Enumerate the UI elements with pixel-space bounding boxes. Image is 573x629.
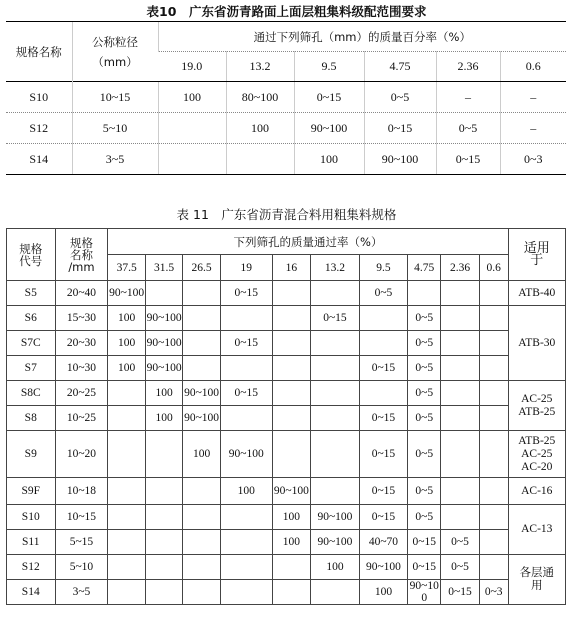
- passing-value: [272, 431, 311, 478]
- sieve-size-header: 37.5: [108, 255, 145, 281]
- passing-value: [441, 431, 480, 478]
- passing-value: [441, 356, 480, 381]
- passing-value: 100: [183, 431, 220, 478]
- sieve-size-header: 9.5: [359, 255, 408, 281]
- spec-code: S9F: [7, 478, 56, 505]
- passing-value: –: [500, 113, 566, 144]
- passing-value: [272, 331, 311, 356]
- applicable-mix: AC-25 ATB-25: [508, 381, 565, 431]
- nominal-size: 5~10: [72, 113, 158, 144]
- sieve-size-header: 19: [220, 255, 272, 281]
- sieve-size-header: 4.75: [364, 52, 436, 82]
- spec-code: S9: [7, 431, 56, 478]
- passing-value: 0~15: [408, 555, 441, 580]
- spec-code: S11: [7, 530, 56, 555]
- passing-value: [359, 331, 408, 356]
- sieve-size-header: 2.36: [436, 52, 500, 82]
- table-row: [7, 406, 566, 431]
- passing-value: [226, 144, 294, 175]
- passing-value: [479, 530, 508, 555]
- passing-value: [183, 505, 220, 530]
- passing-value: [183, 306, 220, 331]
- passing-value: 0~15: [220, 381, 272, 406]
- passing-value: [158, 113, 226, 144]
- spec-code: S5: [7, 281, 56, 306]
- passing-value: [183, 331, 220, 356]
- passing-value: 0~5: [408, 356, 441, 381]
- passing-value: [479, 281, 508, 306]
- passing-value: 0~5: [408, 306, 441, 331]
- passing-value: [220, 555, 272, 580]
- passing-value: [479, 306, 508, 331]
- size-name: 10~25: [55, 406, 108, 431]
- passing-value: [441, 306, 480, 331]
- table10-title: 表10 广东省沥青路面上面层粗集料级配范围要求: [146, 4, 427, 19]
- passing-value: 0~5: [408, 381, 441, 406]
- size-name: 10~30: [55, 356, 108, 381]
- passing-value: [108, 530, 145, 555]
- passing-value: [220, 530, 272, 555]
- passing-value: [145, 580, 182, 605]
- passing-value: 100: [226, 113, 294, 144]
- passing-value: 100: [294, 144, 364, 175]
- passing-value: 0~15: [436, 144, 500, 175]
- sieve-size-header: 26.5: [183, 255, 220, 281]
- passing-value: 90~100: [183, 381, 220, 406]
- table-row: [6, 144, 566, 175]
- passing-value: [108, 478, 145, 505]
- passing-value: 0~3: [500, 144, 566, 175]
- passing-value: 0~5: [364, 82, 436, 113]
- passing-value: 100: [272, 530, 311, 555]
- passing-value: [272, 555, 311, 580]
- passing-value: [311, 580, 360, 605]
- passing-value: 100: [108, 306, 145, 331]
- size-name: 20~30: [55, 331, 108, 356]
- passing-value: [441, 381, 480, 406]
- table-row: [7, 331, 566, 356]
- applicable-mix: 各层通 用: [508, 555, 565, 605]
- passing-value: [311, 478, 360, 505]
- passing-value: 90~100: [409, 580, 439, 604]
- header-passing-percent: 通过下列筛孔（mm）的质量百分率（%）: [158, 22, 566, 52]
- size-name: 20~40: [55, 281, 108, 306]
- applicable-mix: ATB-25 AC-25 AC-20: [508, 431, 565, 478]
- sieve-size-header: 2.36: [441, 255, 480, 281]
- table-row: [6, 82, 566, 113]
- table10: [6, 21, 566, 175]
- header-size-name: 规格 名称 /mm: [55, 229, 108, 281]
- passing-value: [272, 406, 311, 431]
- passing-value: 90~100: [311, 530, 360, 555]
- table-row: [7, 281, 566, 306]
- sieve-size-header: 9.5: [294, 52, 364, 82]
- passing-value: [220, 306, 272, 331]
- passing-value: [479, 505, 508, 530]
- passing-value: 90~100: [364, 144, 436, 175]
- passing-value: 0~15: [220, 281, 272, 306]
- passing-value: 100: [311, 555, 360, 580]
- passing-value: [311, 281, 360, 306]
- passing-value: [479, 555, 508, 580]
- passing-value: [108, 505, 145, 530]
- passing-value: 0~15: [408, 530, 441, 555]
- passing-value: [479, 478, 508, 505]
- passing-value: [108, 580, 145, 605]
- passing-value: 90~100: [359, 555, 408, 580]
- passing-value: 0~15: [311, 306, 360, 331]
- passing-value: [479, 381, 508, 406]
- size-name: 20~25: [55, 381, 108, 406]
- passing-value: [479, 331, 508, 356]
- table11: [6, 228, 566, 605]
- passing-value: 100: [145, 381, 182, 406]
- passing-value: [108, 431, 145, 478]
- sieve-size-header: 0.6: [479, 255, 508, 281]
- passing-value: –: [436, 82, 500, 113]
- passing-value: [272, 306, 311, 331]
- passing-value: 0~15: [441, 580, 480, 605]
- passing-value: –: [500, 82, 566, 113]
- spec-code: S10: [7, 505, 56, 530]
- spec-name: S10: [6, 82, 72, 113]
- passing-value: [145, 505, 182, 530]
- passing-value: [183, 356, 220, 381]
- passing-value: 0~5: [408, 478, 441, 505]
- spec-code: S6: [7, 306, 56, 331]
- passing-value: 0~5: [436, 113, 500, 144]
- size-name: 10~15: [55, 505, 108, 530]
- spec-code: S8C: [7, 381, 56, 406]
- table-row: [7, 356, 566, 381]
- size-name: 3~5: [55, 580, 108, 605]
- passing-value: 80~100: [226, 82, 294, 113]
- header-applicable: 适用 于: [508, 229, 565, 281]
- spec-code: S7C: [7, 331, 56, 356]
- passing-value: [311, 431, 360, 478]
- passing-value: 100: [158, 82, 226, 113]
- applicable-mix: ATB-30: [508, 306, 565, 381]
- size-name: 10~18: [55, 478, 108, 505]
- passing-value: [311, 356, 360, 381]
- sieve-size-header: 31.5: [145, 255, 182, 281]
- table-row: [7, 478, 566, 505]
- passing-value: 90~100: [145, 356, 182, 381]
- size-name: 5~10: [55, 555, 108, 580]
- passing-value: [479, 356, 508, 381]
- header-spec-name: 规格名称: [6, 22, 72, 82]
- sieve-size-header: 0.6: [500, 52, 566, 82]
- passing-value: 0~5: [441, 530, 480, 555]
- table-row: [7, 555, 566, 580]
- passing-value: [220, 580, 272, 605]
- spec-code: S7: [7, 356, 56, 381]
- passing-value: [108, 381, 145, 406]
- sieve-size-header: 19.0: [158, 52, 226, 82]
- passing-value: 100: [359, 580, 408, 605]
- passing-value: [408, 281, 441, 306]
- passing-value: [220, 406, 272, 431]
- passing-value: [145, 431, 182, 478]
- passing-value: 0~5: [408, 431, 441, 478]
- passing-value: [272, 281, 311, 306]
- passing-value: [272, 356, 311, 381]
- passing-value: 100: [220, 478, 272, 505]
- passing-value: [311, 331, 360, 356]
- passing-value: 0~3: [479, 580, 508, 605]
- passing-value: [311, 406, 360, 431]
- passing-value: [158, 144, 226, 175]
- passing-value: [108, 406, 145, 431]
- passing-value: 100: [108, 356, 145, 381]
- passing-value: [479, 431, 508, 478]
- passing-value: [108, 555, 145, 580]
- passing-value: [183, 281, 220, 306]
- passing-value: [145, 478, 182, 505]
- passing-value: 90~100: [294, 113, 364, 144]
- table11-title: 表 11 广东省沥青混合料用粗集料规格: [176, 207, 397, 222]
- passing-value: 0~15: [359, 505, 408, 530]
- passing-value: 100: [272, 505, 311, 530]
- passing-value: [220, 356, 272, 381]
- passing-value: 0~15: [359, 431, 408, 478]
- passing-value: 90~100: [183, 406, 220, 431]
- passing-value: 0~15: [294, 82, 364, 113]
- passing-value: [145, 281, 182, 306]
- size-name: 15~30: [55, 306, 108, 331]
- passing-value: [183, 530, 220, 555]
- passing-value: [183, 580, 220, 605]
- applicable-mix: ATB-40: [508, 281, 565, 306]
- passing-value: [183, 478, 220, 505]
- spec-code: S12: [7, 555, 56, 580]
- passing-value: [311, 381, 360, 406]
- passing-value: 0~5: [408, 331, 441, 356]
- table-row: [7, 505, 566, 530]
- passing-value: 0~15: [359, 406, 408, 431]
- passing-value: [359, 306, 408, 331]
- spec-name: S12: [6, 113, 72, 144]
- table-row: [7, 306, 566, 331]
- passing-value: [441, 331, 480, 356]
- passing-value: 0~15: [220, 331, 272, 356]
- sieve-size-header: 13.2: [311, 255, 360, 281]
- passing-value: 90~100: [311, 505, 360, 530]
- nominal-size: 10~15: [72, 82, 158, 113]
- nominal-size: 3~5: [72, 144, 158, 175]
- table-row: [7, 431, 566, 478]
- header-nominal-size: 公称粒径 （mm）: [72, 22, 158, 82]
- sieve-size-header: 13.2: [226, 52, 294, 82]
- passing-value: [272, 381, 311, 406]
- passing-value: [441, 281, 480, 306]
- table-row: [7, 381, 566, 406]
- passing-value: 0~5: [441, 555, 480, 580]
- passing-value: [441, 505, 480, 530]
- passing-value: [441, 406, 480, 431]
- passing-value: [145, 530, 182, 555]
- passing-value: 90~100: [220, 431, 272, 478]
- passing-value: 40~70: [359, 530, 408, 555]
- passing-value: [441, 478, 480, 505]
- passing-value: 0~15: [359, 478, 408, 505]
- passing-value: [359, 381, 408, 406]
- table-row: [7, 580, 566, 605]
- sieve-size-header: 4.75: [408, 255, 441, 281]
- spec-code: S8: [7, 406, 56, 431]
- passing-value: 0~5: [359, 281, 408, 306]
- header-passing-rate: 下列筛孔的质量通过率（%）: [108, 229, 508, 255]
- size-name: 5~15: [55, 530, 108, 555]
- header-code: 规格 代号: [7, 229, 56, 281]
- passing-value: 90~100: [145, 306, 182, 331]
- passing-value: 0~5: [408, 406, 441, 431]
- passing-value: [183, 555, 220, 580]
- sieve-size-header: 16: [272, 255, 311, 281]
- passing-value: 100: [108, 331, 145, 356]
- passing-value: [145, 555, 182, 580]
- passing-value: [479, 406, 508, 431]
- table-row: [6, 113, 566, 144]
- passing-value: 0~5: [408, 505, 441, 530]
- passing-value: 90~100: [108, 281, 145, 306]
- passing-value: 100: [145, 406, 182, 431]
- size-name: 10~20: [55, 431, 108, 478]
- spec-name: S14: [6, 144, 72, 175]
- passing-value: [220, 505, 272, 530]
- passing-value: 0~15: [359, 356, 408, 381]
- table-row: [7, 530, 566, 555]
- passing-value: 90~100: [145, 331, 182, 356]
- passing-value: 90~100: [272, 478, 311, 505]
- spec-code: S14: [7, 580, 56, 605]
- applicable-mix: AC-16: [508, 478, 565, 505]
- passing-value: 0~15: [364, 113, 436, 144]
- applicable-mix: AC-13: [508, 505, 565, 555]
- passing-value: [272, 580, 311, 605]
